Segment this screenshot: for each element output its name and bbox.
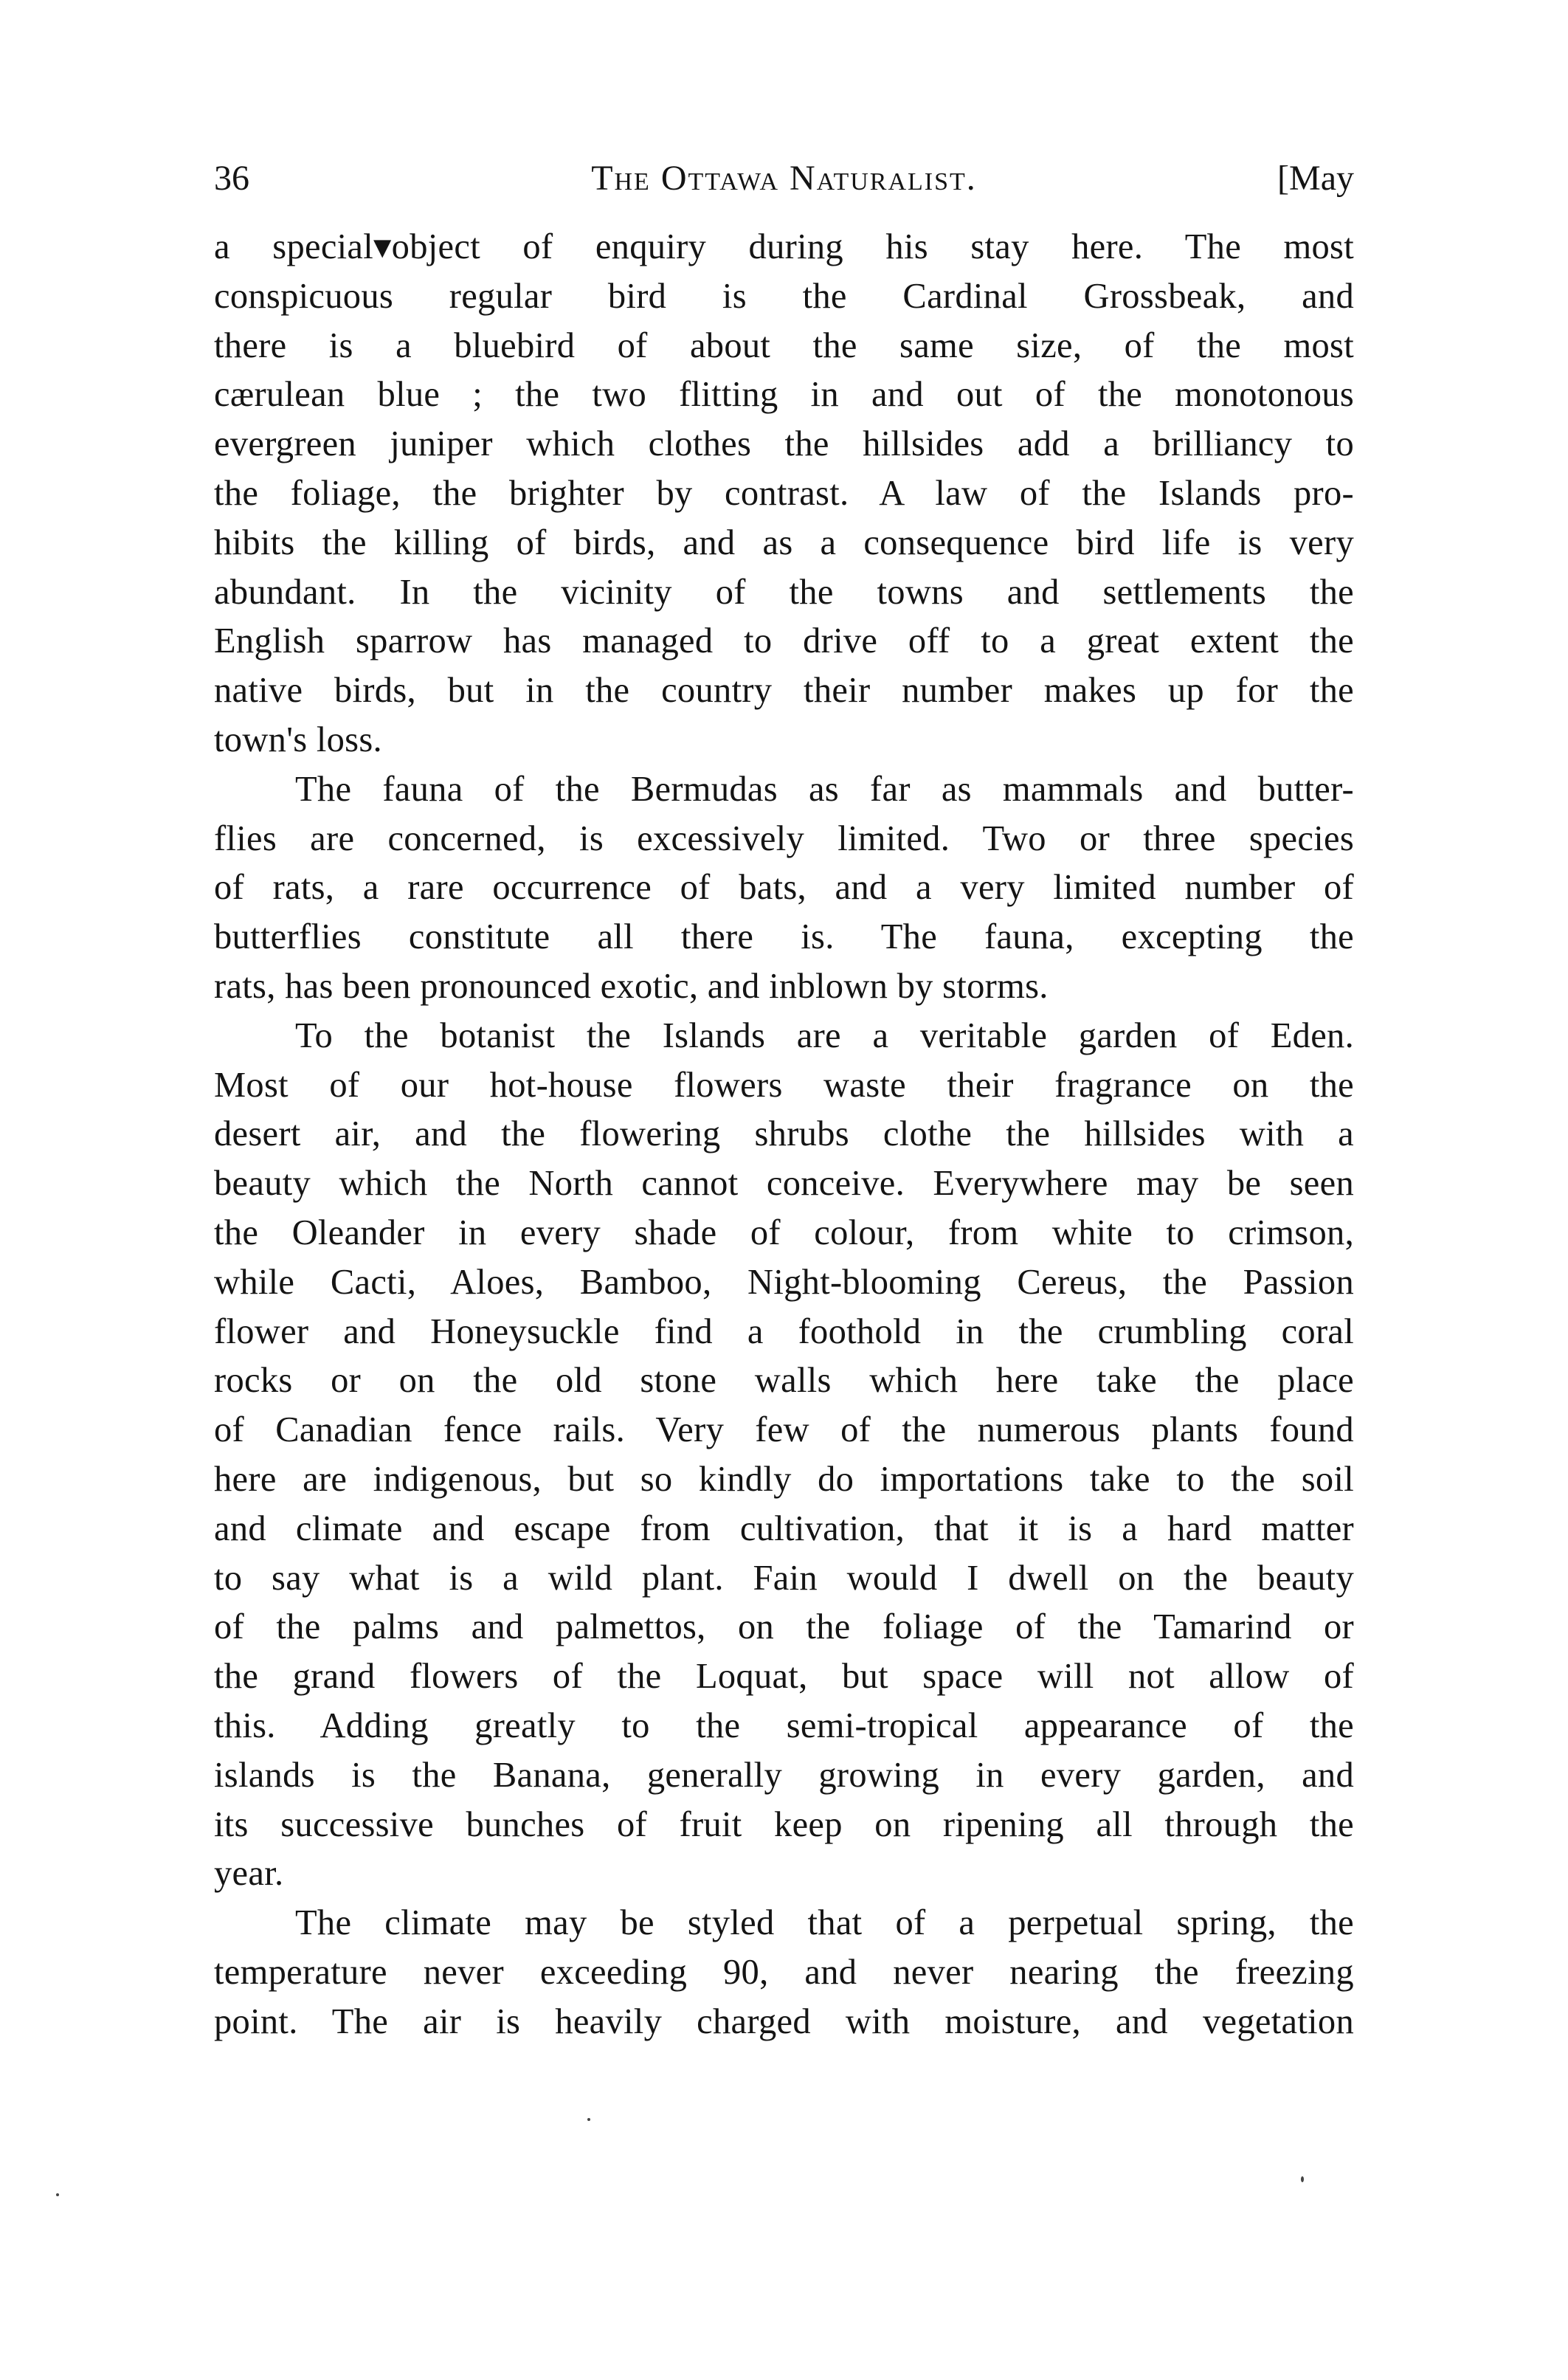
text-line: year. <box>214 1854 284 1894</box>
text-line: to say what is a wild plant. Fain would I dwell on the beauty <box>214 1558 1354 1598</box>
text-line: English sparrow has managed to drive off to a great extent the <box>214 621 1354 661</box>
text-line: abundant. In the vicinity of the towns and settlements the <box>214 572 1354 612</box>
text-line: evergreen juniper which clothes the hillsides add a brilliancy to <box>214 424 1354 464</box>
paragraph-botany <box>214 1012 1354 1899</box>
book-page <box>214 148 1354 2046</box>
text-line: the foliage, the brighter by contrast. A law of the Islands pro- <box>214 473 1354 513</box>
text-line: butterflies constitute all there is. The fauna, excepting the <box>214 917 1354 957</box>
text-line: desert air, and the flowering shrubs clothe the hillsides with a <box>214 1114 1354 1154</box>
text-line: native birds, but in the country their number makes up for the <box>214 671 1354 711</box>
text-line: flower and Honeysuckle find a foothold in the crumbling coral <box>214 1311 1354 1351</box>
text-line: the grand flowers of the Loquat, but space will not allow of <box>214 1657 1354 1697</box>
text-line: To the botanist the Islands are a veritable garden of Eden. <box>295 1015 1354 1055</box>
text-line: town's loss. <box>214 720 382 759</box>
text-line: a special▾object of enquiry during his stay here. The most <box>214 227 1354 266</box>
running-head <box>214 148 1354 210</box>
text-line: of Canadian fence rails. Very few of the numerous plants found <box>214 1410 1354 1450</box>
text-line: this. Adding greatly to the semi-tropical appearance of the <box>214 1705 1354 1745</box>
text-line: temperature never exceeding 90, and never nearing the freezing <box>214 1952 1354 1992</box>
text-line: point. The air is heavily charged with moisture, and vegetation <box>214 2001 1354 2041</box>
paragraph-fauna <box>214 765 1354 1012</box>
paragraph-climate <box>214 1899 1354 2046</box>
text-line: of the palms and palmettos, on the foliage of the Tamarind or <box>214 1607 1354 1647</box>
journal-title: The Ottawa Naturalist. <box>591 159 977 198</box>
article-body <box>214 223 1354 2046</box>
text-line: of rats, a rare occurrence of bats, and a very limited number of <box>214 868 1354 908</box>
page-number: 36 <box>214 159 249 198</box>
text-line: islands is the Banana, generally growing in every garden, and <box>214 1755 1354 1795</box>
scan-speck <box>587 2118 590 2121</box>
paragraph-birds <box>214 223 1354 765</box>
text-line: while Cacti, Aloes, Bamboo, Night-blooming Cereus, the Passion <box>214 1262 1354 1302</box>
text-line: flies are concerned, is excessively limited. Two or three species <box>214 818 1354 858</box>
scan-speck <box>56 2193 59 2196</box>
text-line: rats, has been pronounced exotic, and inblown by storms. <box>214 966 1049 1006</box>
text-line: conspicuous regular bird is the Cardinal Grossbeak, and <box>214 276 1354 316</box>
issue-month: [May <box>1277 159 1354 198</box>
text-line: cærulean blue ; the two flitting in and out of the monotonous <box>214 375 1354 415</box>
text-line: hibits the killing of birds, and as a consequence bird life is very <box>214 522 1354 562</box>
text-line: its successive bunches of fruit keep on ripening all through the <box>214 1804 1354 1844</box>
text-line: there is a bluebird of about the same size, of the most <box>214 325 1354 365</box>
text-line: The fauna of the Bermudas as far as mammals and butter- <box>295 769 1354 809</box>
text-line: The climate may be styled that of a perpetual spring, the <box>295 1903 1354 1943</box>
text-line: Most of our hot-house flowers waste their fragrance on the <box>214 1065 1354 1105</box>
text-line: the Oleander in every shade of colour, from white to crimson, <box>214 1213 1354 1252</box>
text-line: rocks or on the old stone walls which here take the place <box>214 1361 1354 1401</box>
text-line: and climate and escape from cultivation, that it is a hard matter <box>214 1508 1354 1548</box>
text-line: beauty which the North cannot conceive. Everywhere may be seen <box>214 1164 1354 1204</box>
text-line: here are indigenous, but so kindly do importations take to the soil <box>214 1459 1354 1499</box>
scan-speck <box>1301 2176 1304 2182</box>
